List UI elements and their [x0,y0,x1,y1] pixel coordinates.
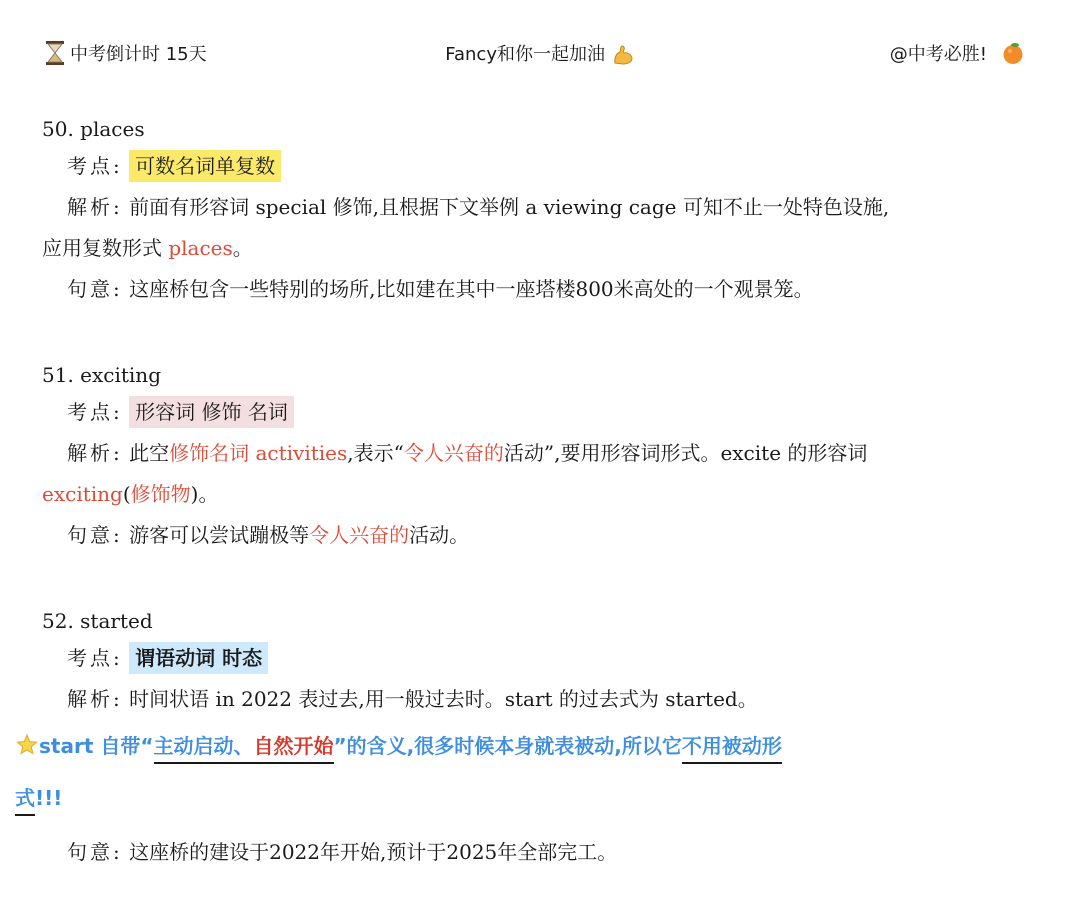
juyi-line [42,515,1042,556]
question-52 [15,604,1042,873]
jiexi-text: ( [122,482,131,506]
jiexi-label: 解析: [67,195,123,219]
kaodian-label: 考点: [67,646,123,670]
jiexi-highlight: 修饰物 [130,482,191,506]
glowing-star-icon [15,733,39,757]
kaodian-line [42,146,1042,187]
juyi-text: 游客可以尝试蹦极等 [129,523,310,547]
jiexi-text: 前面有形容词 special 修饰,且根据下文举例 a viewing cage 可知不止一处特色设施, [129,195,890,219]
tip-text: !!! [35,786,63,810]
jiexi-line [42,679,1042,720]
question-50 [42,112,1042,310]
tip-text: ”的含义,很多时候本身就表被动,所以它 [333,734,682,758]
kaodian-label: 考点: [67,154,123,178]
jiexi-text: 此空 [129,441,170,465]
question-title: 51. exciting [42,363,161,387]
jiexi-highlight: 修饰名词 activities [169,441,348,465]
tip-underlined [154,734,334,764]
jiexi-label: 解析: [67,441,123,465]
juyi-label: 句意: [67,523,123,547]
tip-text: 主动启动、 [153,734,254,758]
tip-red: 自然开始 [253,734,334,758]
juyi-label: 句意: [67,277,123,301]
kaodian-value: 谓语动词 时态 [129,642,268,674]
jiexi-continued [42,228,1042,269]
countdown-text: 中考倒计时 15天 [70,44,207,65]
jiexi-text: ,表示“ [347,441,404,465]
jiexi-line [42,433,1042,474]
orange-icon [1001,41,1025,65]
jiexi-continued [42,474,1042,515]
jiexi-label: 解析: [67,687,123,711]
juyi-text: 活动。 [409,523,470,547]
jiexi-text: )。 [190,482,219,506]
juyi-text: 这座桥包含一些特别的场所,比如建在其中一座塔楼800米高处的一个观景笼。 [129,277,814,301]
kaodian-line [42,638,1042,679]
slogan-text: Fancy和你一起加油 [445,44,605,65]
question-title: 50. places [42,117,145,141]
tip-underlined: 式 [15,786,35,816]
jiexi-text: 。 [232,236,253,260]
jiexi-highlight: 令人兴奋的 [403,441,504,465]
juyi-highlight: 令人兴奋的 [309,523,410,547]
cheer-text: @中考必胜! [889,44,987,65]
juyi-line [42,269,1042,310]
question-title: 52. started [42,609,153,633]
jiexi-text: 时间状语 in 2022 表过去,用一般过去时。start 的过去式为 started。 [129,687,758,711]
cheer [890,40,1025,66]
kaodian-value: 可数名词单复数 [129,150,281,182]
jiexi-line [42,187,1042,228]
page-header [0,36,1080,72]
juyi-label: 句意: [67,840,123,864]
kaodian-value: 形容词 修饰 名词 [129,396,294,428]
tip-underlined: 不用被动形 [682,734,782,764]
answer-word: exciting [42,482,123,506]
juyi-line [42,832,1042,873]
jiexi-text: 活动”,要用形容词形式。excite 的形容词 [503,441,868,465]
tip-note [15,720,1042,824]
kaodian-label: 考点: [67,400,123,424]
answer-word: places [168,236,233,260]
kaodian-line [42,392,1042,433]
question-51 [42,358,1042,556]
juyi-text: 这座桥的建设于2022年开始,预计于2025年全部完工。 [129,840,618,864]
tip-text: start 自带“ [39,734,154,758]
answer-explanations [15,112,1042,921]
flexed-biceps-icon [611,43,635,67]
jiexi-text: 应用复数形式 [42,236,169,260]
